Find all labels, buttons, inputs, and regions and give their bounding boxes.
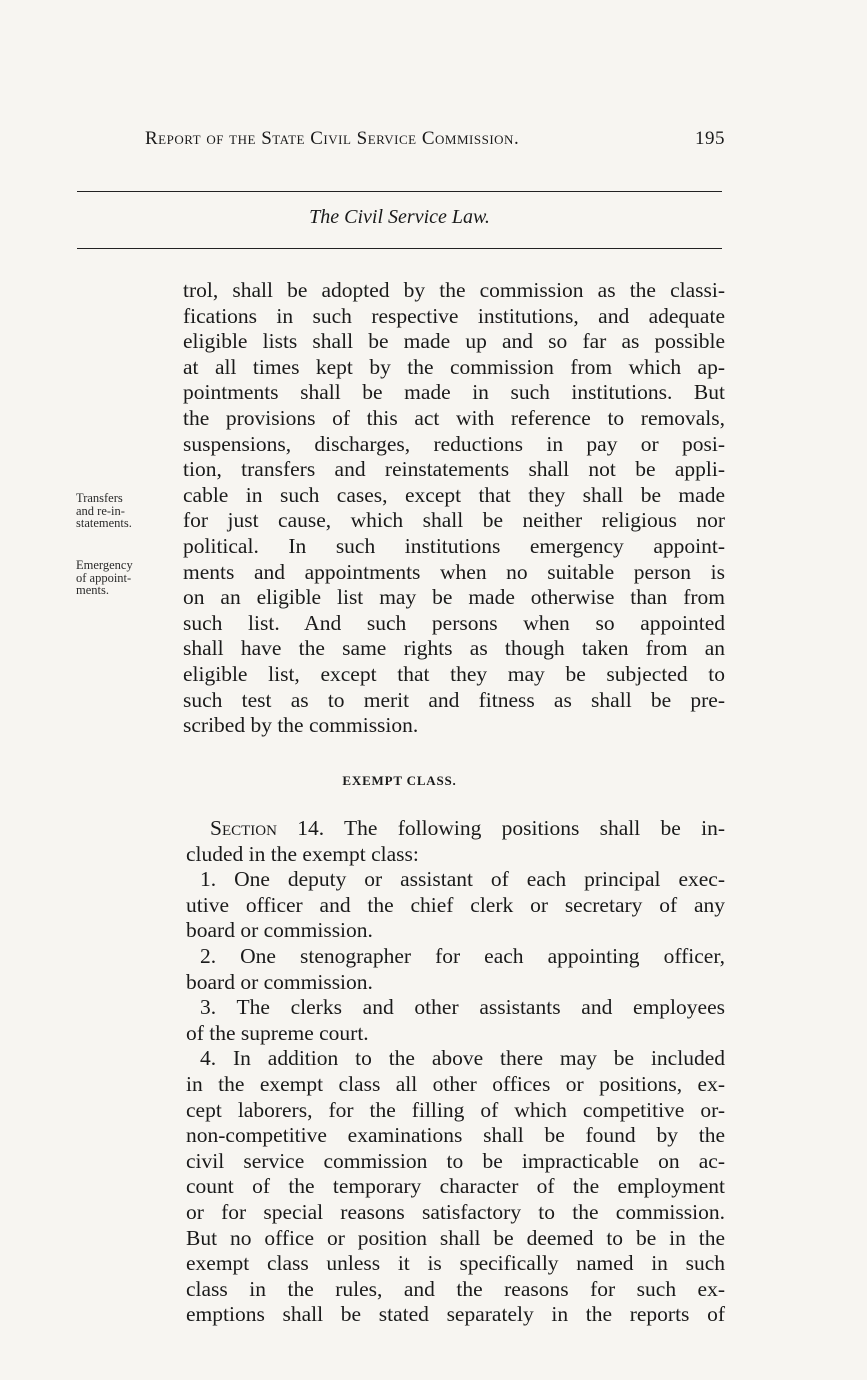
marginal-note-line: statements. <box>76 516 132 530</box>
text-line: ments and appointments when no suitable person is <box>183 559 725 584</box>
header-rule-bottom <box>77 248 722 249</box>
text-line: But no office or position shall be deemed to be in the <box>186 1225 725 1250</box>
text-line: shall have the same rights as though taken from an <box>183 636 725 661</box>
marginal-note-transfers <box>76 492 176 530</box>
marginal-note-line: ments. <box>76 583 109 597</box>
text-line: political. In such institutions emergency appoint- <box>183 533 725 558</box>
page-number: 195 <box>695 128 725 149</box>
list-item: 3. The clerks and other assistants and employees <box>200 995 725 1020</box>
text-line: tion, transfers and reinstatements shall not be appli- <box>183 457 725 482</box>
text-line: eligible lists shall be made up and so far as possible <box>183 329 725 354</box>
text-line: at all times kept by the commission from which ap- <box>183 354 725 379</box>
marginal-note-line: Emergency <box>76 558 133 572</box>
list-item: 1. One deputy or assistant of each principal exec- <box>200 867 725 892</box>
text-line: emptions shall be stated separately in the reports of <box>186 1302 725 1327</box>
list-item: 4. In addition to the above there may be included <box>200 1046 725 1071</box>
text-line: trol, shall be adopted by the commission as the classi- <box>183 278 725 302</box>
text-line: pointments shall be made in such institutions. But <box>183 380 725 405</box>
text-line: exempt class unless it is specifically named in such <box>186 1251 725 1276</box>
section-14 <box>186 816 725 1328</box>
text-line: on an eligible list may be made otherwise than from <box>183 585 725 610</box>
header-rule-top <box>77 191 722 192</box>
section-intro: The following positions shall be in- <box>324 816 725 840</box>
text-line: fications in such respective institutions, and adequate <box>183 303 725 328</box>
text-line: such test as to merit and fitness as shall be pre- <box>183 687 725 712</box>
list-item: 2. One stenographer for each appointing officer, <box>200 943 725 968</box>
running-head <box>145 128 725 158</box>
text-line: civil service commission to be impracticable on ac- <box>186 1148 725 1173</box>
text-line: utive officer and the chief clerk or secretary of any <box>186 892 725 917</box>
text-line: cept laborers, for the filling of which competitive or- <box>186 1097 725 1122</box>
text-line: such list. And such persons when so appointed <box>183 610 725 635</box>
running-title: Report of the State Civil Service Commission. <box>145 128 520 149</box>
section-label: Section 14. <box>210 816 325 840</box>
text-line: board or commission. <box>186 969 373 994</box>
text-line: cable in such cases, except that they shall be made <box>183 482 725 507</box>
marginal-note-emergency <box>76 559 176 597</box>
continued-paragraph <box>183 278 725 739</box>
law-title: The Civil Service Law. <box>309 206 490 228</box>
text-line: eligible list, except that they may be subjected to <box>183 661 725 686</box>
text-line: count of the temporary character of the employment <box>186 1174 725 1199</box>
text-line <box>186 816 725 842</box>
text-line: the provisions of this act with reference to removals, <box>183 405 725 430</box>
text-line: or for special reasons satisfactory to the commission. <box>186 1199 725 1224</box>
text-line: board or commission. <box>186 918 373 943</box>
marginal-note-line: of appoint- <box>76 570 132 585</box>
text-line: suspensions, discharges, reductions in pay or posi- <box>183 431 725 456</box>
text-line: class in the rules, and the reasons for such ex- <box>186 1276 725 1301</box>
text-line: cluded in the exempt class: <box>186 841 419 866</box>
marginal-note-line: and re-in- <box>76 503 125 518</box>
text-line: non-competitive examinations shall be found by the <box>186 1123 725 1148</box>
marginal-note-line: Transfers <box>76 491 123 505</box>
text-line: scribed by the commission. <box>183 713 419 738</box>
text-line: for just cause, which shall be neither religious nor <box>183 508 725 533</box>
text-line: in the exempt class all other offices or positions, ex- <box>186 1071 725 1096</box>
section-heading: EXEMPT CLASS. <box>342 773 457 788</box>
text-line: of the supreme court. <box>186 1020 369 1045</box>
